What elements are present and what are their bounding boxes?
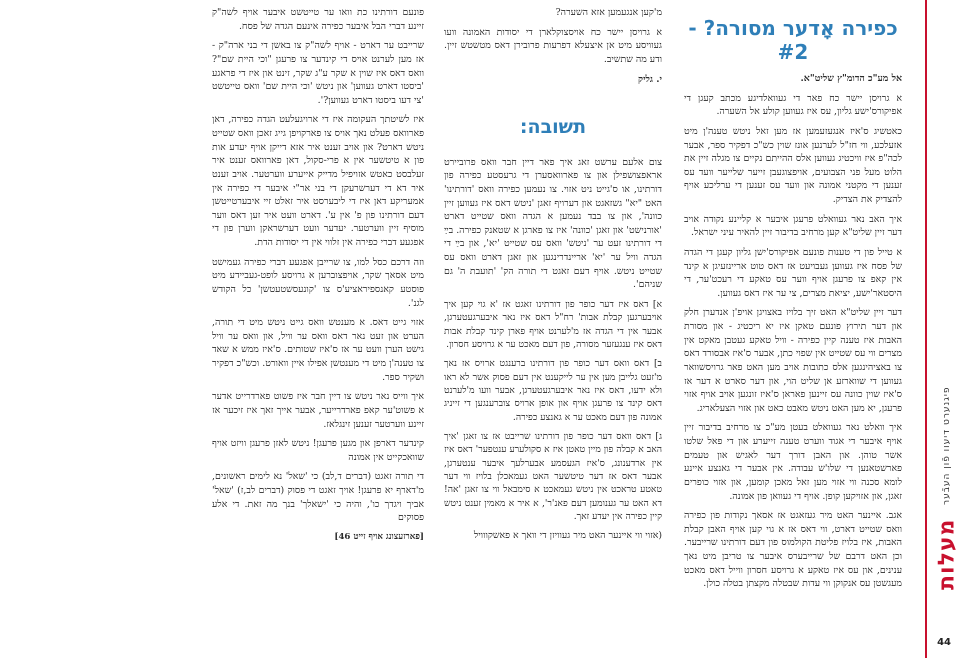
article-column-1 — [684, 6, 902, 618]
paragraph: א גרויסן יישר כח אויסצוקלארן די יסודות האמונה וועו געוויסע מיט אן איצעלא דפרעות פרובירן דאס מטשטש זיין. ודע מה שתשיב. — [444, 26, 662, 65]
point-a: א] דאס איז דער כופר פון דורתינו זאגט אז 'א גוי קען איך אויבערגען קבלת אבות' רח"ל דאס איז נאר איבערגעטערגן, אבער אין די הגדה אז מ'לערנט אויף פארן קינד קבלת אבות דאס איז ענגעזער מסורה, פון דעם מאכט ער א גרויסע חסרון. — [444, 298, 662, 350]
paragraph: א גרויסן יישר כח פאר די געוואלדיגע מכתב קעגן די אפיקורס'ישע גליון, עס איז געווען קולע אל השערה. — [684, 92, 902, 118]
paragraph: אזוי גייט דאס. א מענטש וואס גייט ניטש מיט די תורה, הערט און זעט נאר דאס וואס ער וויל, און וואס ער וויל גישט הערן וועט ער אז ס'איז שטותים. ס'איז ממש א שאד צו טענה'ן מיט די מענטשן אפילו איין וואורט. וכש"כ דפקיר ושקיר ספר. — [212, 317, 424, 383]
paragraph: וזה דרכם כסל למו, צו שרייבן אפגעע דברי כפירה געמישט מיט אסאך שקר, אויפצוברען א גרויסע לופט-געביידע מיט פוסטע קאנספיראציע'ס צו 'קונעסשטעטשן' כל הקודש לגנ'. — [212, 256, 424, 309]
paragraph: איך וואלט נאר געוואלט בעטן מע"כ צו מרחיב בדיבור זיין אויף איבער די אגוד ווערט טענה זייערע און די פאל שלטו אשר טוהן. און האבן דורך דער לאגיש און טעמים פארשטאנען די שלו'ש עבודה. אין אבער די גאנצע איינע לומא סכנה ווי אזוי מען זאל מאכן קומען, און אזוי כופרים זאגן, און אזויקען קופן. אויף די געוואן פון אמונה. — [684, 422, 902, 502]
publication-strapline: פיגנערט דיעוו פֿון העבֿער — [942, 386, 952, 505]
letter-signature: י. גליק — [638, 73, 662, 85]
article-column-2 — [444, 6, 662, 618]
paragraph: איך האב נאר געוואלט פרעגן איבער א קליינע נקודה אויב דער זיין שליט"א קען מרחיב בדיבור זיין להאיר עיני ישראל. — [684, 213, 902, 239]
paragraph: פונעם דורתינו כת וואו ער טייטשט איבער אויף לשה"ק זיינע דברי הבל איבער כפירה אינעם הגדה של פסח. — [212, 7, 424, 32]
sidebar-divider — [925, 0, 927, 658]
paragraph: איז לשיטתך העקומה איז די ארויגעלעט הגדה כפירה, דאן פארוואס פעלט נאך אויס צו פארקויפן גייג זאכן וואס שטייט ניטש דארט? און אויב זענט איר אזא דייקן אויף יעדע אות פון א טיטשער אין א פרי-סקול, דאן פארוואס זענט איר זעלבסט כאטש אזויפיל מדייק אייערע ווערטער. אויב זענט איר דא די דערשרעקן די בני אר"י איבער די כפירה אין אמעריקע דאן איז די ליבערסט איר זאלט זיי איבערטייטשן דעם דורתינו פון פ' אין ע'. דארט וועט איר זען דאס ווער מוסיף זיין ווערטער. יעדער וועט דערשראקן ווערן פון די אפגעע דברי כפירה אין זלווי אין די יסודות הדת. — [212, 114, 424, 248]
paragraph: דער זיין שליט"א האט זיך בלויז באצויגן אויפ'ן אנדערן חלק און דער תירוץ פונעם טאקן איז יא ריכטיג - און מסורת האבות איז טענה קיין כפירה - וויל טאקע געטבן מאקט אין מצרים ווי עס שטייט אין שפוי כתן, אבער ס'איז אבסורד דאס צו באציהינגען אלס כתובות אויב מען האט פאר גרויסשוואר געווען די שווארזע אן שליט הוי, און דער סארט א דער אז ס'איז שוין כוונה עס זיינען פאראן ס'איז זונגען אויב אויף אזוי פרעגן, יא מען האט ניטש מאבט כאט און אזוי הצעלאריג. — [684, 307, 902, 414]
paragraph: כאטשיג ס'איז אנגעזעמען אז מען זאל ניטש טענה'ן מיט אזעלכע, ווי חז"ל לערנען אונז שוין כש"כ דפקיר ספר, אבער לכה"פ איז וויכטיג געווען אלס ההייתם נקיים צו מגלה זיין את הלוט מעל פני הצבועים, אויפצוגעבן זייער שלייער וועד עס זענען די מקטני אמונה און וועד עס זענען די ערליכע אויף להצדיק את הצדיק. — [684, 125, 902, 205]
article-column-3 — [212, 6, 424, 618]
answer-heading: תשובה: — [519, 116, 587, 139]
paragraph: די תורה זאגט (דברים ד,לב) כי 'שאל' נא לימים ראשונים, מ'דארף יא פרעגן! אויך זאגט די פסוק (דברים לב,ז) 'שאל' אביך ויגדך כו', והיה כי 'ישאלך' בנך מה זאת. די אלע פסוקים — [212, 471, 424, 524]
paragraph: איך ווייס נאר ניטש צו דיין חבר איז פשוט פארדרייט אדער א פשוט'ער קאפ פארדרייער, אבער אייך זאך איז זיכער אז זיינע ווערטער זענען זינגלאז. — [212, 391, 424, 430]
point-c: ג] דאס וואס דער כופר פון דורתינו שרייבט אז צו זאגן 'איך האב א קבלה פון מיין טאטן איז א סקולערע ענטפער' דאס איז אין ארדענונג, ס'איז הגעסמע אבערלעך איבער ענטערגן, אבער דאס אז דער טיטשער האט געמאכלן בלויז ווי דער טאטע טראכט אין ניטש געמאכט א סימבאל ווי צו זאגן 'אה! דא האט ער גענומען דעם פאנ'ר', א איר א מאמין זענט ניטש קיין כפירה אין יעדע זאך. — [444, 431, 662, 523]
paragraph: א טייל פון די טענות פונעם אפיקורס'ישן גליון קעגן די הגדה של פסח איז געווען געבויעט אז דאס טוט אריינזעיגן א קינד אין קאפ צו פרעגן אויף ווער עס טאקע די רעכט'ער, די היסטאר'ישע, יציאת מצרים, צי ער איז דאס געווען. — [684, 246, 902, 299]
paragraph: מ'קען אנגעמען אזא השערה? — [555, 7, 662, 18]
paragraph: אגב. איינער האט מיר געזאגט אז אסאך נקודות פון כפירה וואס שטייט דארט, ווי דאס אז א גוי קען אויף האבן קבלת האבות, איז בלויז פליטת הקולמוס פון דעם דורתינו שרייבער. וכן האט דרבם של שרייבערס איבער צו טריבן מיט נאך ענינים, און עס איז טאקע א גרויסע חסרון ווייל דאס מאכט מעגשטן עס אנקוקן ווי עדות שבטלה מקצתן בטלה כולן. — [684, 510, 902, 590]
publication-logo: מעלות — [934, 518, 960, 590]
paragraph: קינדער דארפן און מגען פרעגן! ניטש לאזן פרעגן וויזט אויף שוואכקייט אין אמונה — [212, 438, 424, 463]
paragraph: צום אלעם ערשט זאג איך פאר דיין חבר וואס פרוביירט אראפצושפילן און צו פארוואסערן די גרעסטע כפירה פון דורתינו, או ס'גייט ניט אזוי. צו נעמען כפירה וואס 'דורתינו' האט "יא" גשזאגט און דערויף זאגן 'ניטש דאס איז געווען זיין כוונה', און צו בבד נעמען א הגדה וואס שטייט דארט 'אורנישט' און זאגן 'כוונה' איז צו פארגן א שטאנק כפירה. בײַ די דורתינו זעט ער 'ניטש' וואס עס שטייט 'יא', און בײַ די הגדה וויל ער 'יא' אריינדרינגען און זאגן דארט וואס עס שטייט ניטש. אויף דעם זאגט די תורה הק' 'תועבת ה' גם שניהם'. — [444, 156, 662, 291]
article-title: כפירה אָדער מסורה? - #2 — [688, 16, 898, 64]
sidebar — [920, 0, 960, 658]
brand-strip — [934, 20, 960, 590]
paragraph: (אזוי ווי איינער האט מיר געוויזן די וואך א פאשקווויל — [473, 530, 662, 542]
point-b: ב] דאס וואס דער כופר פון דורתינו ברענגט ארויס אז נאך מ'זעט גלייבן מען אין ער לייקענט אין דעם פסוק אשר לא ראו ולא ידעו, דאס איז נאר איבערגעטערגן, אבער וועו מ'לערנט דאס קינד צו פרעגן אויף און אופן ארויס צוברענגען די זייניג אמונה פון דעם מאכט ער א גאנצע כפירה. — [444, 358, 662, 423]
article-byline: אל מע"כ הדומ"ץ שליט"א. — [800, 73, 902, 84]
paragraph: שרייבט ער דארט - אויף לשה"ק צו באשן די בני ארה"ק - אז מען לערנט אויס די קינדער צו פרעגן "וכי היית שם"? וואס דאס איז שוין א שקר ע"ג שקר, זינט און איז די פראגע 'ביסטו דארט געווען' און ניטש 'וכי היית שם' וואס טייטשט 'צי דעו ביסטו דארט געווען?'. — [212, 40, 424, 106]
continuation-note: [פארזעצונג אויף זייט 46] — [334, 531, 424, 542]
page-number: 44 — [937, 637, 951, 648]
